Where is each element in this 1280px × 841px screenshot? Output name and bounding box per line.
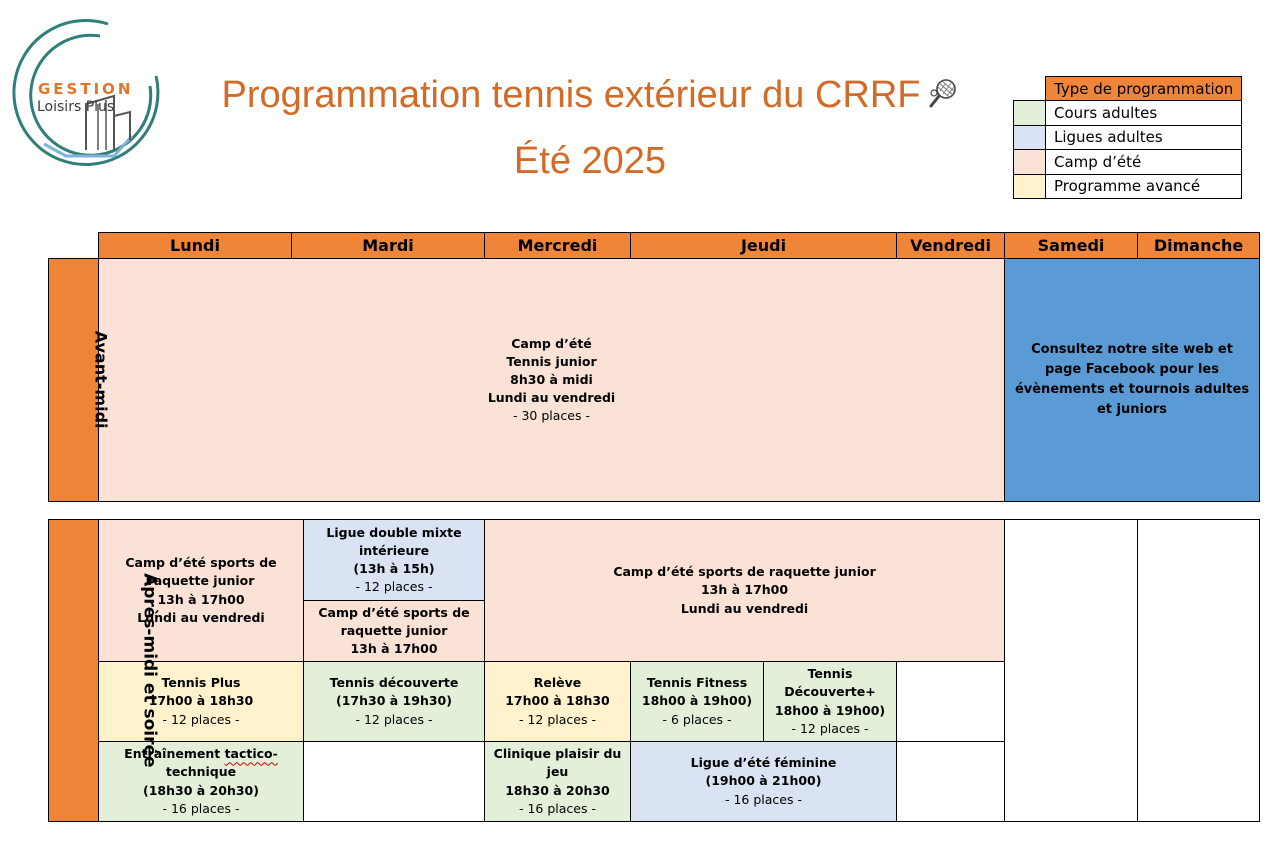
day-header-mardi: Mardi: [292, 233, 485, 259]
page-title: Programmation tennis extérieur du CRRF: [160, 74, 1020, 117]
logo-subtitle: Loisirs Plus: [37, 99, 115, 115]
morning-camp-block: Camp d’été Tennis junior 8h30 à midi Lundi au vendredi - 30 places -: [99, 259, 1005, 502]
legend-swatch-ligues: [1014, 125, 1046, 149]
day-header-mercredi: Mercredi: [485, 233, 631, 259]
vendredi-evening-empty-1: [897, 662, 1005, 742]
camp-monday-afternoon: Camp d’été sports de raquette junior 13h à 17h00 Lundi au vendredi: [99, 520, 304, 662]
day-header-dimanche: Dimanche: [1138, 233, 1260, 259]
day-header-samedi: Samedi: [1005, 233, 1138, 259]
legend-item-ligues: Ligues adultes: [1046, 125, 1242, 149]
legend: [1013, 76, 1242, 199]
tennis-racket-icon: [927, 77, 959, 109]
afternoon-schedule: [48, 519, 1260, 822]
samedi-afternoon-empty: [1005, 520, 1138, 822]
tennis-fitness: Tennis Fitness 18h00 à 19h00) - 6 places -: [631, 662, 764, 742]
camp-tuesday-afternoon: Camp d’été sports de raquette junior 13h à 17h00: [304, 601, 485, 662]
period-label-morning: Avant-midi: [49, 259, 99, 502]
mardi-evening-empty: [304, 742, 485, 822]
releve: Relève 17h00 à 18h30 - 12 places -: [485, 662, 631, 742]
legend-swatch-avance: [1014, 174, 1046, 198]
legend-swatch-camp: [1014, 150, 1046, 174]
legend-swatch-cours: [1014, 101, 1046, 125]
tennis-plus: Tennis Plus 17h00 à 18h30 - 12 places -: [99, 662, 304, 742]
vendredi-evening-empty-2: [897, 742, 1005, 822]
legend-item-cours: Cours adultes: [1046, 101, 1242, 125]
day-header-vendredi: Vendredi: [897, 233, 1005, 259]
ligue-double-mixte: Ligue double mixte intérieure (13h à 15h) - 12 places -: [304, 520, 485, 601]
legend-item-camp: Camp d’été: [1046, 150, 1242, 174]
logo-title: GESTION: [38, 80, 134, 98]
clinique-plaisir-du-jeu: Clinique plaisir du jeu 18h30 à 20h30 - 16 places -: [485, 742, 631, 822]
page-subtitle: Été 2025: [513, 140, 667, 182]
tennis-decouverte: Tennis découverte (17h30 à 19h30) - 12 places -: [304, 662, 485, 742]
day-header-lundi: Lundi: [99, 233, 292, 259]
logo: [4, 16, 164, 176]
legend-item-avance: Programme avancé: [1046, 174, 1242, 198]
ligue-ete-feminine: Ligue d’été féminine (19h00 à 21h00) - 16 places -: [631, 742, 897, 822]
dimanche-afternoon-empty: [1138, 520, 1260, 822]
weekend-info-block: Consultez notre site web et page Facebook pour les évènements et tournois adultes et juniors: [1005, 259, 1260, 502]
day-header-jeudi: Jeudi: [631, 233, 897, 259]
tennis-decouverte-plus: Tennis Découverte+ 18h00 à 19h00) - 12 places -: [764, 662, 897, 742]
legend-title: Type de programmation: [1046, 77, 1242, 101]
period-label-afternoon: Après-midi et soirée: [49, 520, 99, 822]
morning-schedule: [48, 232, 1260, 502]
camp-wide-afternoon: Camp d’été sports de raquette junior 13h à 17h00 Lundi au vendredi: [485, 520, 1005, 662]
day-header-row: [49, 233, 1260, 259]
entrainement-tactico-technique: Entraînement tactico- technique (18h30 à 20h30) - 16 places -: [99, 742, 304, 822]
